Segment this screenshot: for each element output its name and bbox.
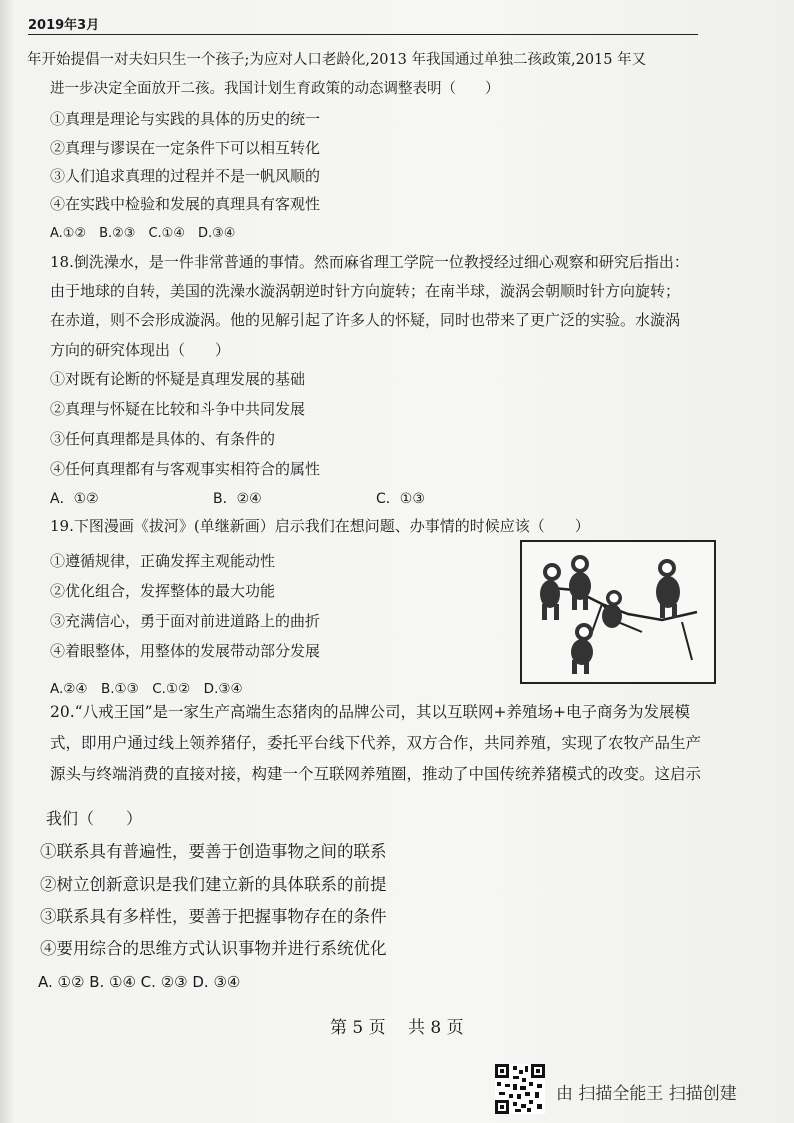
q20-line-3: 源头与终端消费的直接对接，构建一个互联网养殖圈，推动了中国传统养猪模式的改变。这启示 — [50, 765, 702, 783]
q20-option-2: ②树立创新意识是我们建立新的具体联系的前提 — [40, 875, 387, 894]
q18-line-4: 方向的研究体现出（ ） — [50, 341, 231, 359]
q18-line-2: 由于地球的自转，美国的洗澡水漩涡朝逆时针方向旋转；在南半球，漩涡会朝顺时针方向旋转； — [50, 282, 681, 300]
q19-choices: A.②④ B.①③ C.①② D.③④ — [50, 681, 243, 697]
q17-option-1: ①真理是理论与实践的具体的历史的统一 — [50, 110, 321, 128]
q20-choices: A. ①② B. ①④ C. ②③ D. ③④ — [38, 973, 241, 991]
q20-option-4: ④要用综合的思维方式认识事物并进行系统优化 — [40, 939, 387, 958]
q20-option-1: ①联系具有普遍性，要善于创造事物之间的联系 — [40, 842, 387, 861]
q18-option-3: ③任何真理都是具体的、有条件的 — [50, 430, 276, 448]
q18-option-1: ①对既有论断的怀疑是真理发展的基础 — [50, 370, 306, 388]
tug-of-war-comic — [520, 540, 716, 684]
q17-choices: A.①② B.②③ C.①④ D.③④ — [50, 226, 236, 241]
q18-option-2: ②真理与怀疑在比较和斗争中共同发展 — [50, 400, 306, 418]
q19-stem: 19.下图漫画《拔河》(单继新画）启示我们在想问题、办事情的时候应该（ ） — [50, 517, 590, 535]
q20-line-4: 我们（ ） — [46, 809, 143, 828]
q18-choice-b: B．②④ — [213, 491, 262, 507]
scanner-watermark: 由 扫描全能王 扫描创建 — [556, 1084, 737, 1104]
q20-line-1: 20.“八戒王国”是一家生产高端生态猪肉的品牌公司，其以互联网+养殖场+电子商务为发展模 — [50, 703, 690, 721]
q18-option-4: ④任何真理都有与客观事实相符合的属性 — [50, 460, 321, 478]
q20-line-2: 式，即用户通过线上领养猪仔，委托平台线下代养，双方合作，共同养殖，实现了农牧产品生产 — [50, 734, 702, 752]
tug-of-war-drawing — [522, 542, 714, 682]
q18-choice-c: C．①③ — [376, 491, 425, 507]
q17-option-3: ③人们追求真理的过程并不是一帆风顺的 — [50, 167, 321, 185]
q19-option-4: ④着眼整体，用整体的发展带动部分发展 — [50, 642, 321, 660]
q17-line-2: 进一步决定全面放开二孩。我国计划生育政策的动态调整表明（ ） — [50, 81, 500, 97]
q19-option-1: ①遵循规律，正确发挥主观能动性 — [50, 552, 276, 570]
q18-line-1: 18.倒洗澡水，是一件非常普通的事情。然而麻省理工学院一位教授经过细心观察和研究后指出： — [50, 253, 689, 271]
qr-code-icon — [495, 1064, 545, 1114]
q17-line-1: 年开始提倡一对夫妇只生一个孩子;为应对人口老龄化,2013 年我国通过单独二孩政策,2015 年又 — [27, 52, 647, 68]
q20-option-3: ③联系具有多样性，要善于把握事物存在的条件 — [40, 907, 387, 926]
q18-choice-a: A．①② — [50, 491, 99, 507]
q17-option-4: ④在实践中检验和发展的真理具有客观性 — [50, 195, 321, 213]
q18-line-3: 在赤道，则不会形成漩涡。他的见解引起了许多人的怀疑，同时也带来了更广泛的实验。水漩涡 — [50, 311, 681, 329]
q17-option-2: ②真理与谬误在一定条件下可以相互转化 — [50, 139, 321, 157]
q19-option-3: ③充满信心，勇于面对前进道路上的曲折 — [50, 612, 321, 630]
page-header — [28, 14, 698, 35]
header-date: 2019年3月 — [28, 18, 100, 33]
q19-option-2: ②优化组合，发挥整体的最大功能 — [50, 582, 276, 600]
page-number: 第 5 页 共 8 页 — [330, 1018, 464, 1038]
